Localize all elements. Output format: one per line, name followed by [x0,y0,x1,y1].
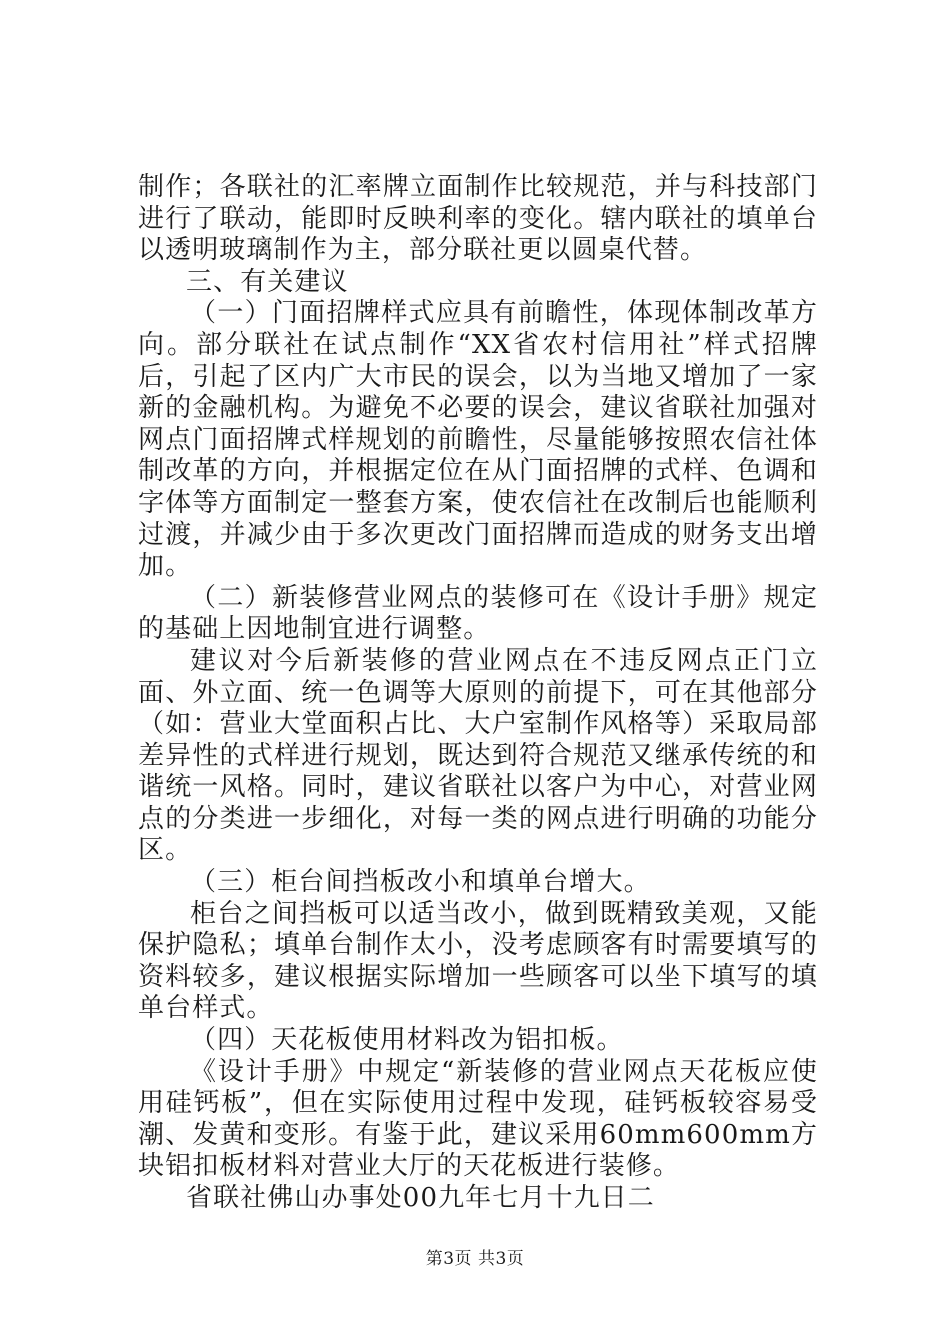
suggestion-2-paragraph: 建议对今后新装修的营业网点在不违反网点正门立面、外立面、统一色调等大原则的前提下，可在其他部分（如：营业大堂面积占比、大户室制作风格等）采取局部差异性的式样进行规划，既达到符合规范又继承传统的和谐统一风格。同时，建议省联社以客户为中心，对营业网点的分类进一步细化，对每一类的网点进行明确的功能分区。 [138,645,818,866]
suggestion-4-heading: （四）天花板使用材料改为铝扣板。 [190,1025,624,1056]
suggestion-4-paragraph: 《设计手册》中规定“新装修的营业网点天花板应使用硅钙板”，但在实际使用过程中发现，硅钙板较容易受潮、发黄和变形。有鉴于此，建议采用60mm600mm方块铝扣板材料对营业大厅的天花板进行装修。 [138,1056,818,1182]
signature-line: 省联社佛山办事处00九年七月十九日二 [186,1183,655,1213]
section-heading-suggestions: 三、有关建议 [186,266,349,297]
suggestion-3-paragraph: 柜台之间挡板可以适当改小，做到既精致美观，又能保护隐私；填单台制作太小，没考虑顾客有时需要填写的资料较多，建议根据实际增加一些顾客可以坐下填写的填单台样式。 [138,898,818,1024]
page-footer: 第3页 共3页 [425,1249,525,1269]
document-body [138,172,818,1215]
paragraph-continuation: 制作；各联社的汇率牌立面制作比较规范，并与科技部门进行了联动，能即时反映利率的变化。辖内联社的填单台以透明玻璃制作为主，部分联社更以圆桌代替。 [138,172,818,266]
suggestion-2-heading: （二）新装修营业网点的装修可在《设计手册》规定的基础上因地制宜进行调整。 [138,582,818,645]
suggestion-1-paragraph: （一）门面招牌样式应具有前瞻性，体现体制改革方向。部分联社在试点制作“XX省农村信用社”样式招牌后，引起了区内广大市民的误会，以为当地又增加了一家新的金融机构。为避免不必要的误会，建议省联社加强对网点门面招牌式样规划的前瞻性，尽量能够按照农信社体制改革的方向，并根据定位在从门面招牌的式样、色调和字体等方面制定一整套方案，使农信社在改制后也能顺利过渡，并减少由于多次更改门面招牌而造成的财务支出增加。 [138,298,818,582]
suggestion-3-heading: （三）柜台间挡板改小和填单台增大。 [190,867,651,898]
